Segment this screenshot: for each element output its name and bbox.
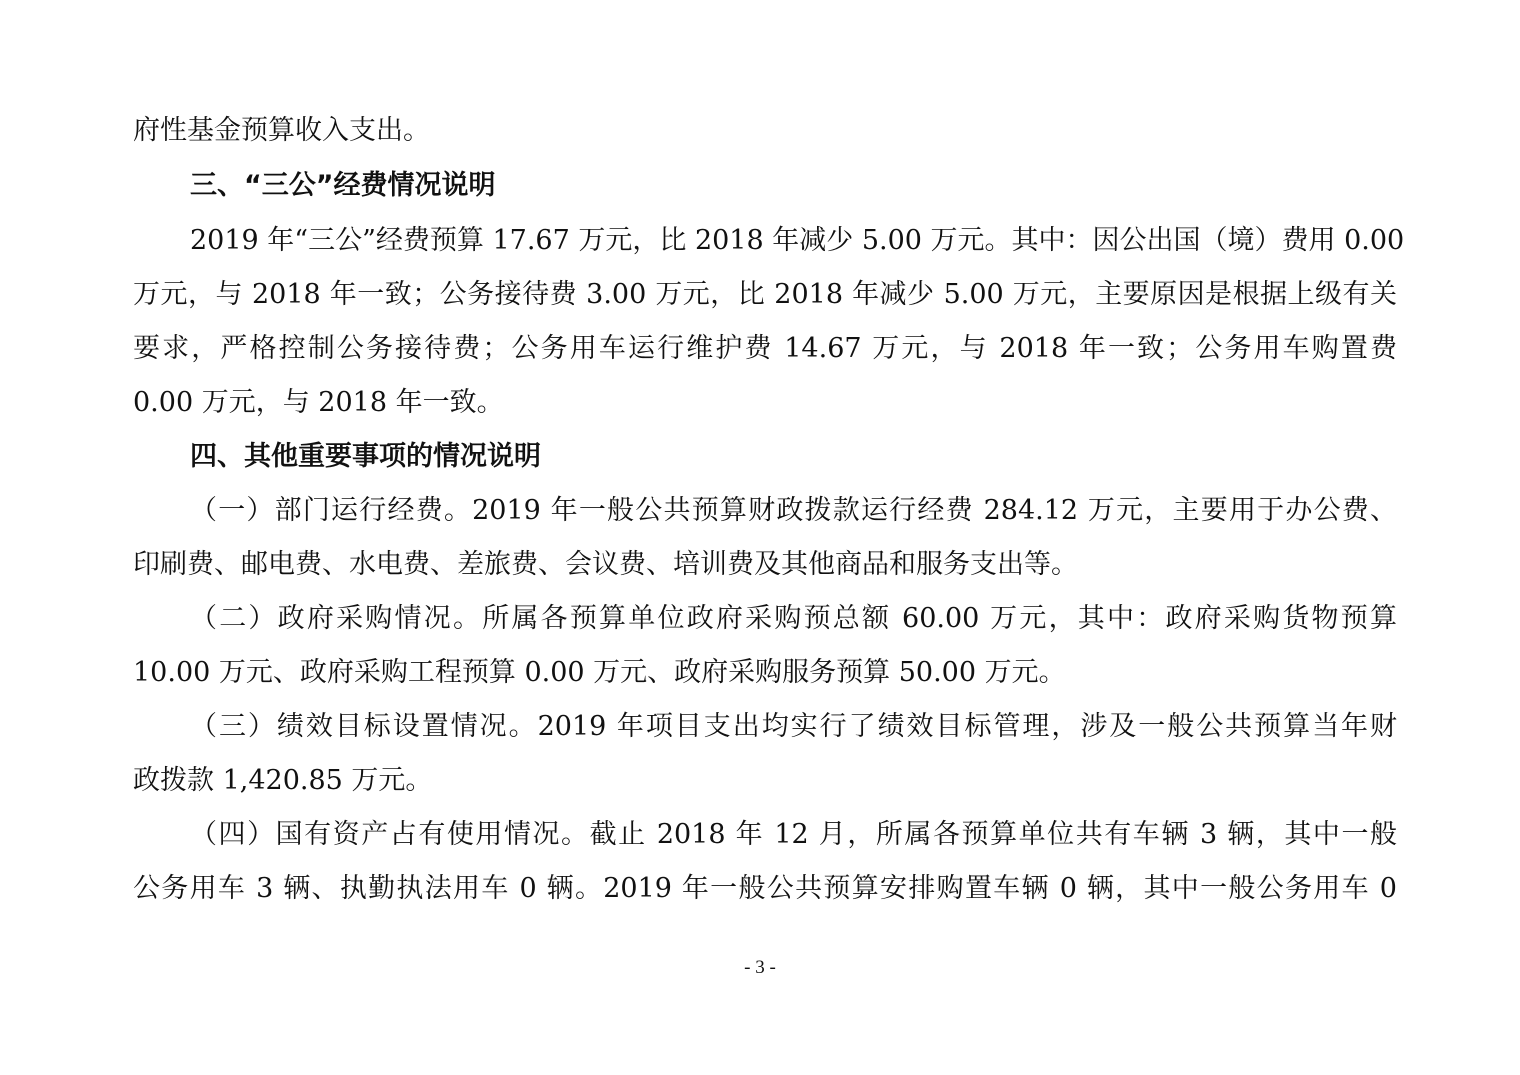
line-text: 府性基金预算收入支出。 xyxy=(133,115,430,146)
line-text: 10.00 万元、政府采购工程预算 0.00 万元、政府采购服务预算 50.00 万元。 xyxy=(133,657,1066,688)
paragraph-line xyxy=(190,601,1397,637)
line-text: 2019 年一般公共预算财政拨款运行经费 284.12 万元，主要用于办公费、 xyxy=(472,495,1397,526)
line-text: 万元，与 2018 年一致；公务接待费 3.00 万元，比 2018 年减少 5.00 万元，主要原因是根据上级有关 xyxy=(133,279,1397,310)
line-text: 所属各预算单位政府采购预总额 60.00 万元，其中：政府采购货物预算 xyxy=(482,603,1397,634)
line-text: 0.00 万元，与 2018 年一致。 xyxy=(133,387,504,418)
line-text: 截止 2018 年 12 月，所属各预算单位共有车辆 3 辆，其中一般 xyxy=(589,819,1398,850)
line-text: 2019 年项目支出均实行了绩效目标管理，涉及一般公共预算当年财 xyxy=(537,711,1398,742)
paragraph-line xyxy=(133,277,1397,313)
paragraph-line xyxy=(133,871,1397,907)
paragraph-line xyxy=(133,763,1397,799)
item-lead: （四）国有资产占有使用情况。 xyxy=(190,819,590,850)
section-heading-four xyxy=(190,439,541,475)
heading-text: 三、“三公”经费情况说明 xyxy=(190,170,496,201)
paragraph-line xyxy=(133,385,1397,421)
line-text: 2019 年“三公”经费预算 17.67 万元，比 2018 年减少 5.00 万元。其中：因公出国（境）费用 0.00 xyxy=(190,225,1405,256)
page-number: - 3 - xyxy=(744,957,776,978)
line-text: 印刷费、邮电费、水电费、差旅费、会议费、培训费及其他商品和服务支出等。 xyxy=(133,549,1078,580)
item-lead: （三）绩效目标设置情况。 xyxy=(190,711,538,742)
line-text: 公务用车 3 辆、执勤执法用车 0 辆。2019 年一般公共预算安排购置车辆 0 辆，其中一般公务用车 0 xyxy=(133,873,1397,904)
paragraph-line xyxy=(190,493,1397,529)
paragraph-line xyxy=(133,331,1397,367)
section-heading-three xyxy=(190,168,496,204)
line-text: 政拨款 1,420.85 万元。 xyxy=(133,765,433,796)
paragraph-line xyxy=(133,113,1397,149)
item-lead: （一）部门运行经费。 xyxy=(190,495,473,526)
paragraph-line xyxy=(190,709,1397,745)
paragraph-line xyxy=(133,655,1397,691)
paragraph-line xyxy=(190,223,1405,259)
paragraph-line xyxy=(133,547,1397,583)
line-text: 要求，严格控制公务接待费；公务用车运行维护费 14.67 万元，与 2018 年一致；公务用车购置费 xyxy=(133,333,1397,364)
heading-text: 四、其他重要事项的情况说明 xyxy=(190,441,541,472)
paragraph-line xyxy=(190,817,1397,853)
item-lead: （二）政府采购情况。 xyxy=(190,603,483,634)
